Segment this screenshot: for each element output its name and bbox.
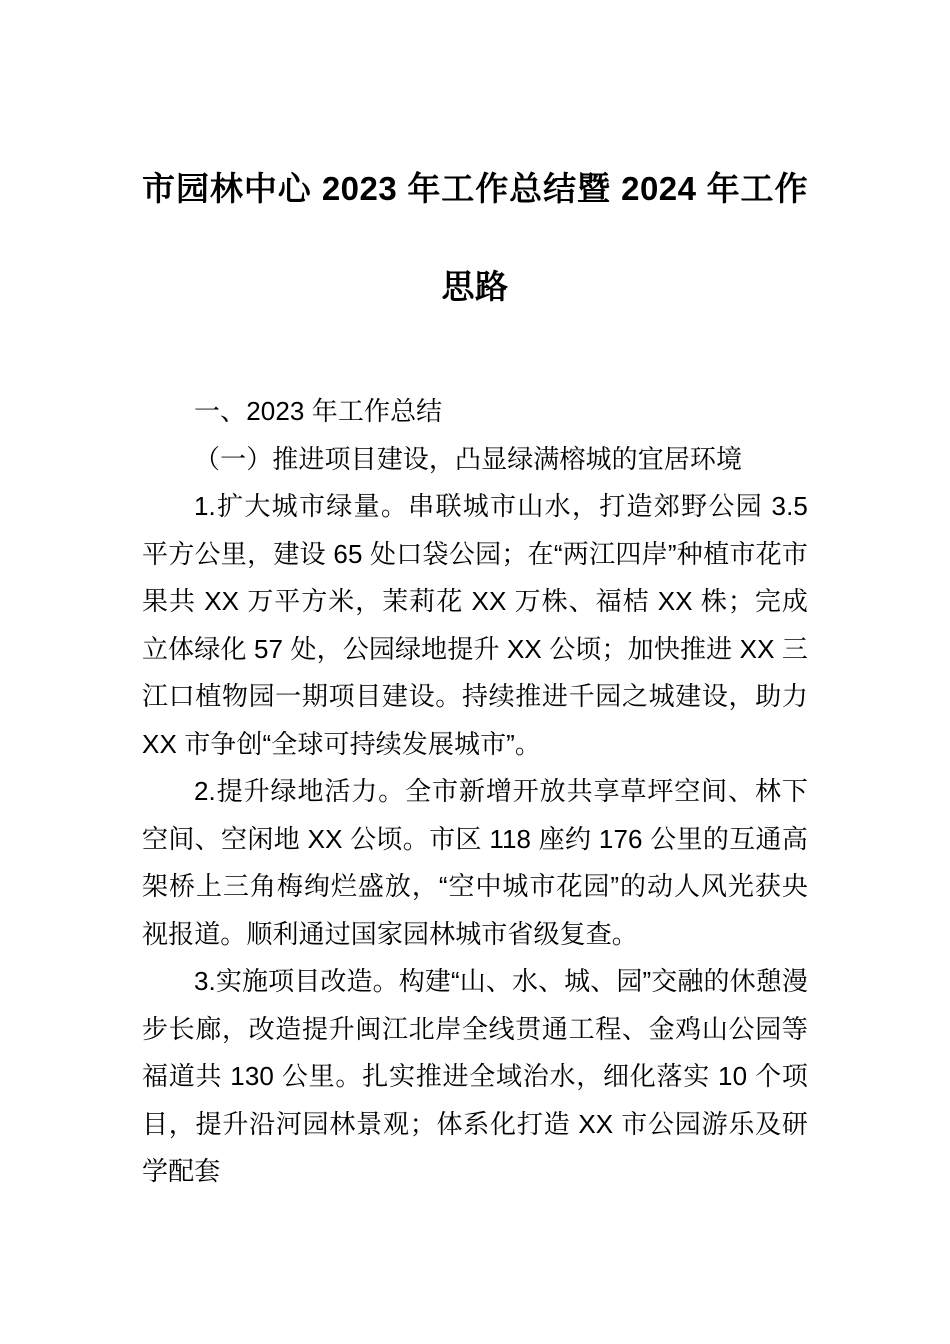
document-title-line-2: 思路 bbox=[441, 268, 509, 305]
section-heading: 一、2023 年工作总结 bbox=[194, 396, 443, 426]
document-title-line-1: 市园林中心 2023 年工作总结暨 2024 年工作 bbox=[142, 170, 808, 207]
body-paragraph-1: 1.扩大城市绿量。串联城市山水，打造郊野公园 3.5 平方公里，建设 65 处口袋公园；在“两江四岸”种植市花市果共 XX 万平方米，茉莉花 XX 万株、福桔 XX 株；完成立体绿化 57 处，公园绿地提升 XX 公顷；加快推进 XX 三江口植物园一期项目建设。持续推进千园之城建设，助力 XX 市争创“全球可持续发展城市”。 bbox=[142, 491, 808, 759]
title-spacer bbox=[142, 336, 808, 388]
document-body bbox=[142, 0, 808, 1196]
body-paragraph-3: 3.实施项目改造。构建“山、水、城、园”交融的休憩漫步长廊，改造提升闽江北岸全线贯通工程、金鸡山公园等福道共 130 公里。扎实推进全域治水，细化落实 10 个项目，提升沿河园林景观；体系化打造 XX 市公园游乐及研学配套 bbox=[142, 966, 808, 1186]
body-paragraph-2: 2.提升绿地活力。全市新增开放共享草坪空间、林下空间、空闲地 XX 公顷。市区 118 座约 176 公里的互通高架桥上三角梅绚烂盛放，“空中城市花园”的动人风光获央视报道。顺利通过国家园林城市省级复查。 bbox=[142, 776, 808, 949]
subsection-heading: （一）推进项目建设，凸显绿满榕城的宜居环境 bbox=[194, 443, 743, 474]
